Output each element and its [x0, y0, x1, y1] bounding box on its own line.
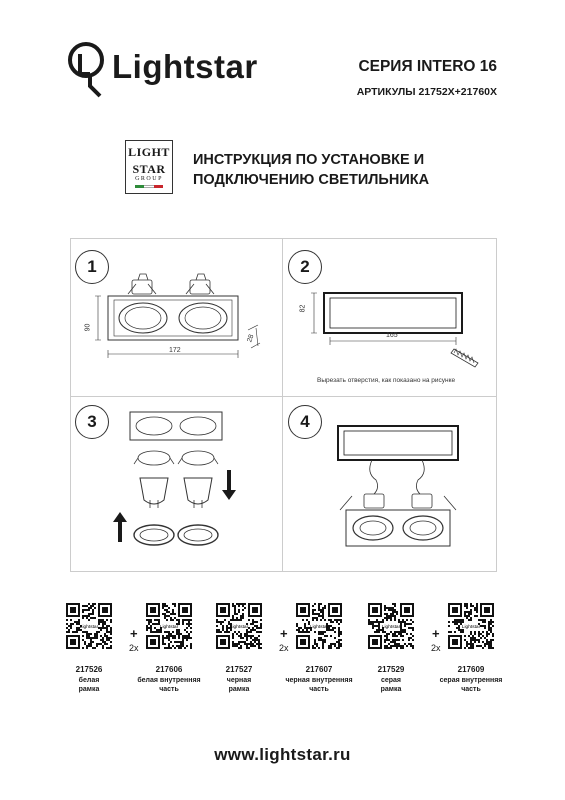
step-2-cutout-drawing	[300, 285, 480, 370]
instruction-line2: ПОДКЛЮЧЕНИЮ СВЕТИЛЬНИКА	[193, 172, 430, 188]
accessory-code: 217609	[457, 665, 485, 674]
accessory-description: черная рамка	[226, 677, 252, 693]
accessory-description: черная внутренняя часть	[285, 677, 353, 693]
articles-title: АРТИКУЛЫ 21752X+21760X	[356, 86, 497, 98]
step-1-depth-label: 28	[246, 333, 256, 344]
badge-line2: STAR	[132, 162, 166, 176]
quantity-multiplier: 2x	[129, 643, 139, 653]
plus-sign: +	[130, 626, 138, 641]
lightstar-logo-icon	[66, 40, 106, 100]
accessory-description: белая внутренняя часть	[137, 677, 201, 693]
qr-brand-label: Lightstar	[79, 625, 99, 631]
accessory-code: 217607	[305, 665, 333, 674]
step-2-number: 2	[288, 250, 322, 284]
accessory-code: 217606	[155, 665, 183, 674]
brand-name: Lightstar	[112, 48, 258, 85]
accessory-description: серая рамка	[380, 677, 402, 693]
step-4-number: 4	[288, 405, 322, 439]
lightstar-group-badge	[125, 140, 173, 194]
qr-code-icon	[216, 603, 262, 649]
step-2-width-label: 165	[386, 332, 398, 339]
step-1-width-label: 172	[169, 347, 181, 354]
badge-line3: GROUP	[135, 176, 163, 182]
step-2-height-label: 82	[299, 304, 307, 313]
qr-brand-label: Lightstar	[159, 625, 179, 631]
badge-line1: LIGHT	[128, 145, 170, 159]
qr-code-icon	[296, 603, 342, 649]
accessory-description: серая внутренняя часть	[439, 677, 503, 693]
qr-code-icon	[448, 603, 494, 649]
instruction-line1: ИНСТРУКЦИЯ ПО УСТАНОВКЕ И	[193, 152, 425, 168]
arrow-up-icon	[113, 512, 127, 542]
panel-divider-horizontal	[70, 396, 496, 397]
quantity-multiplier: 2x	[279, 643, 289, 653]
plus-sign: +	[280, 626, 288, 641]
step-4-installation-drawing	[318, 418, 478, 558]
footer-url[interactable]: www.lightstar.ru	[214, 745, 351, 764]
accessory-code: 217526	[75, 665, 103, 674]
step-1-height-label: 90	[84, 323, 92, 332]
qr-code-icon	[66, 603, 112, 649]
italian-flag-icon	[135, 185, 163, 188]
accessory-code: 217527	[225, 665, 253, 674]
qr-brand-label: Lightstar	[309, 625, 329, 631]
qr-brand-label: Lightstar	[461, 625, 481, 631]
step-3-number: 3	[75, 405, 109, 439]
accessory-code: 217529	[377, 665, 405, 674]
qr-brand-label: Lightstar	[381, 625, 401, 631]
qr-brand-label: Lightstar	[229, 625, 249, 631]
panel-divider-vertical	[282, 238, 283, 571]
series-title: СЕРИЯ INTERO 16	[358, 58, 497, 75]
step-2-cut-note: Вырезать отверстия, как показано на рисунке	[317, 377, 456, 384]
qr-code-icon	[368, 603, 414, 649]
accessory-description: белая рамка	[78, 677, 100, 693]
step-1-drawing	[88, 270, 278, 370]
arrow-down-icon	[222, 470, 236, 500]
instruction-title	[193, 150, 429, 190]
quantity-multiplier: 2x	[431, 643, 441, 653]
qr-code-icon	[146, 603, 192, 649]
step-1-number: 1	[75, 250, 109, 284]
plus-sign: +	[432, 626, 440, 641]
